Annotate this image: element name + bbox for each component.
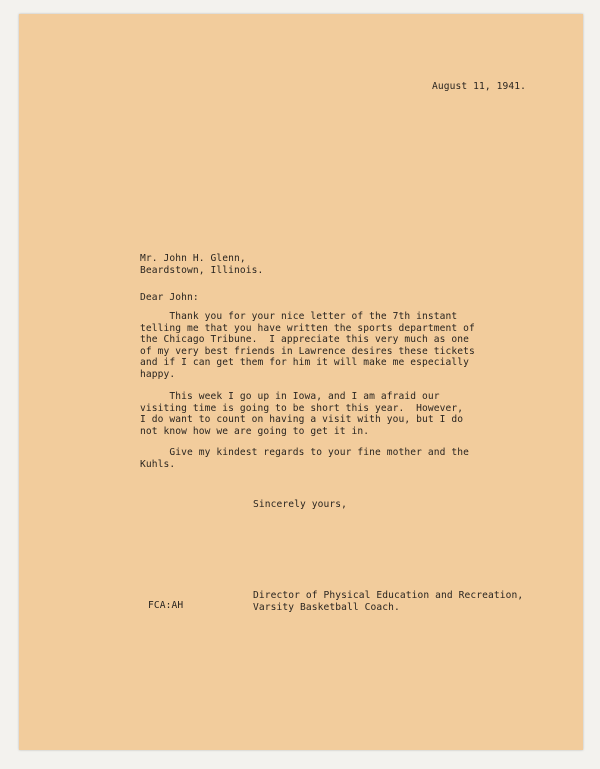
recipient-name: Mr. John H. Glenn, — [140, 253, 246, 264]
paragraph-line: not know how we are going to get it in. — [140, 425, 370, 437]
body-paragraph-1 — [140, 311, 475, 381]
body-paragraph-2 — [140, 391, 463, 437]
recipient-address — [140, 253, 263, 276]
signature-title-line: Director of Physical Education and Recreation, — [253, 590, 524, 601]
paragraph-line: visiting time is going to be short this year. However, — [140, 402, 464, 414]
paragraph-line: happy. — [140, 368, 176, 380]
paragraph-line: of my very best friends in Lawrence desires these tickets — [140, 345, 475, 357]
letter-page — [19, 14, 583, 750]
signature-title-line: Varsity Basketball Coach. — [253, 601, 400, 613]
signature-title — [253, 590, 523, 613]
body-paragraph-3 — [140, 447, 469, 470]
paragraph-line: the Chicago Tribune. I appreciate this very much as one — [140, 334, 470, 346]
paragraph-line: Kuhls. — [140, 458, 176, 470]
recipient-city: Beardstown, Illinois. — [140, 264, 264, 276]
paragraph-line: This week I go up in Iowa, and I am afraid our — [140, 391, 440, 402]
salutation: Dear John: — [140, 292, 199, 303]
closing: Sincerely yours, — [253, 499, 348, 510]
paragraph-line: Thank you for your nice letter of the 7th instant — [140, 311, 458, 322]
paragraph-line: I do want to count on having a visit with you, but I do — [140, 414, 464, 426]
paragraph-line: telling me that you have written the sports department of — [140, 322, 475, 334]
reference-initials: FCA:AH — [148, 600, 184, 611]
letter-date: August 11, 1941. — [432, 81, 527, 92]
paragraph-line: and if I can get them for him it will make me especially — [140, 357, 470, 369]
paragraph-line: Give my kindest regards to your fine mother and the — [140, 447, 470, 458]
